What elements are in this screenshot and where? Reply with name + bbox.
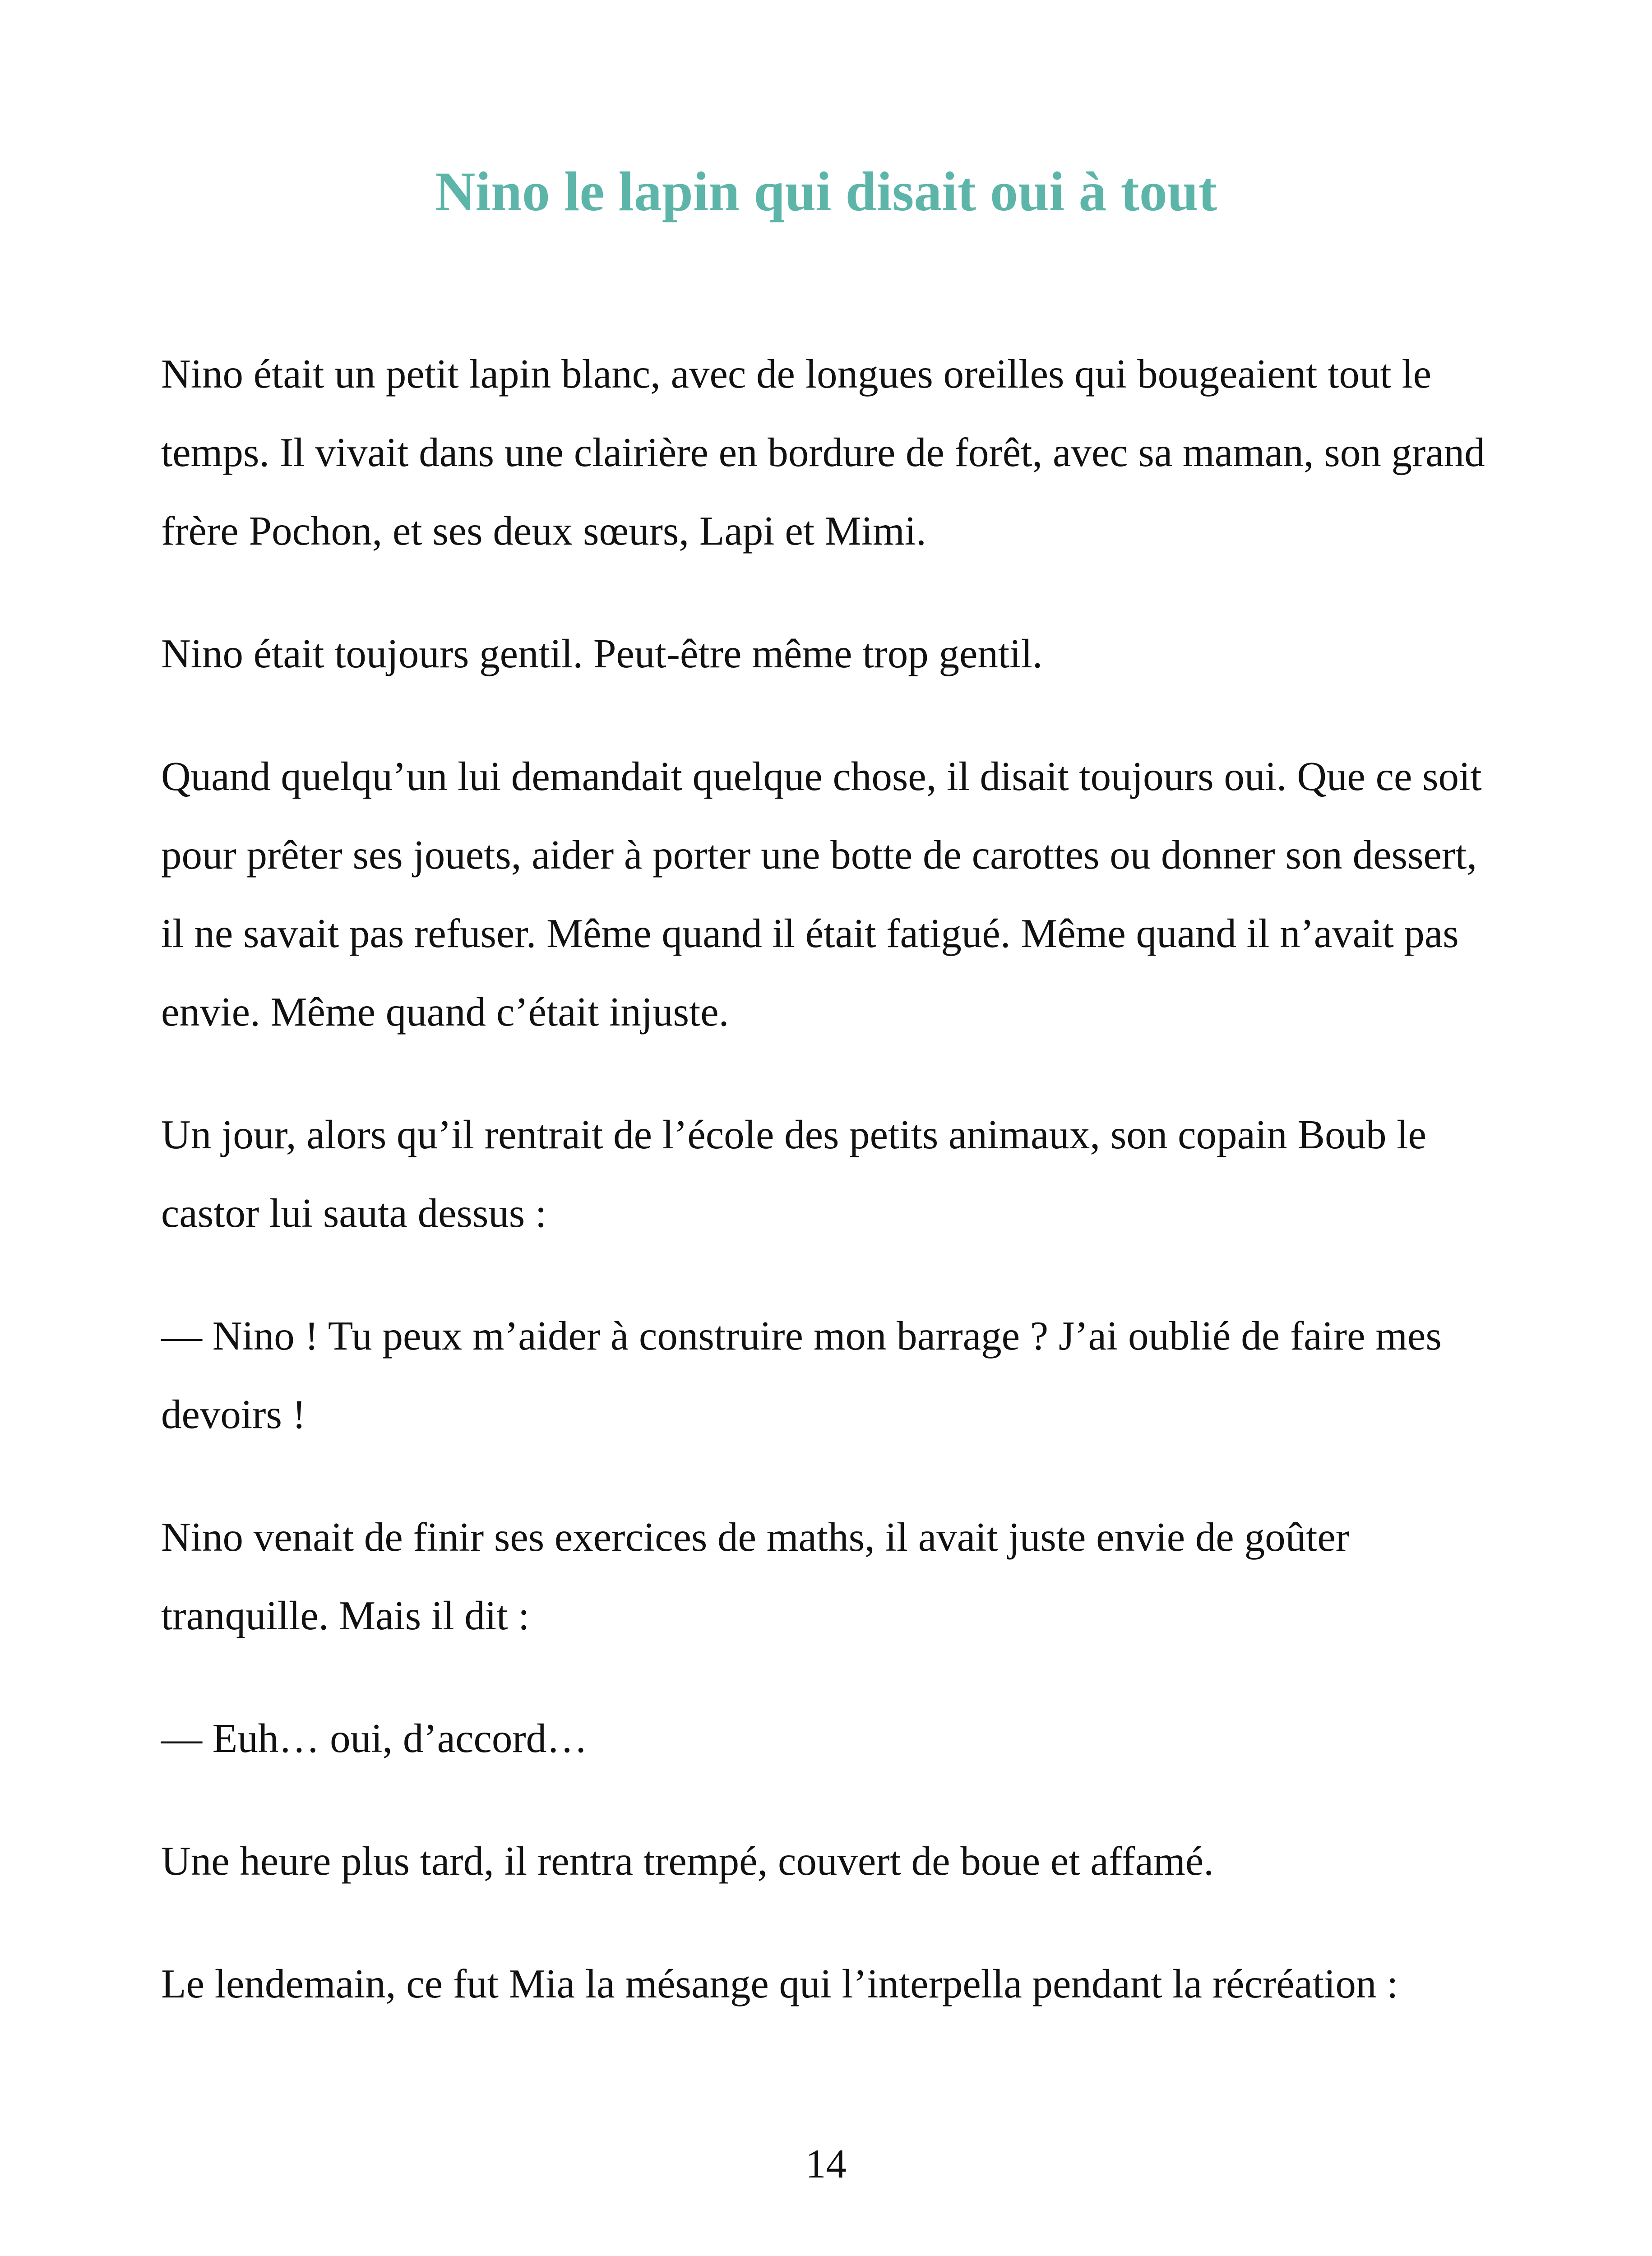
paragraph: Nino était un petit lapin blanc, avec de longues oreilles qui bougeaient tout le temps. Il vivait dans une clairière en bordure de forêt, avec sa maman, son grand frère Pochon, et ses deux sœurs, Lapi et Mimi. (161, 351, 1485, 554)
page-title: Nino le lapin qui disait oui à tout (435, 161, 1217, 222)
body-text (161, 335, 1497, 2067)
dialogue-line: — Nino ! Tu peux m’aider à construire mon barrage ? J’ai oublié de faire mes devoirs ! (161, 1313, 1442, 1437)
paragraph: Nino était toujours gentil. Peut-être même trop gentil. (161, 631, 1043, 676)
paragraph: Le lendemain, ce fut Mia la mésange qui l’interpella pendant la récréation : (161, 1961, 1398, 2006)
paragraph: Un jour, alors qu’il rentrait de l’école des petits animaux, son copain Boub le castor lui sauta dessus : (161, 1112, 1426, 1236)
paragraph: Nino venait de finir ses exercices de maths, il avait juste envie de goûter tranquille. Mais il dit : (161, 1514, 1350, 1638)
paragraph: Quand quelqu’un lui demandait quelque chose, il disait toujours oui. Que ce soit pour prêter ses jouets, aider à porter une botte de carottes ou donner son dessert, il ne savait pas refuser. Même quand il était fatigué. Même quand il n’avait pas envie. Même quand c’était injuste. (161, 754, 1482, 1035)
page-number: 14 (805, 2141, 847, 2187)
dialogue-line: — Euh… oui, d’accord… (161, 1715, 588, 1761)
paragraph: Une heure plus tard, il rentra trempé, couvert de boue et affamé. (161, 1838, 1214, 1884)
